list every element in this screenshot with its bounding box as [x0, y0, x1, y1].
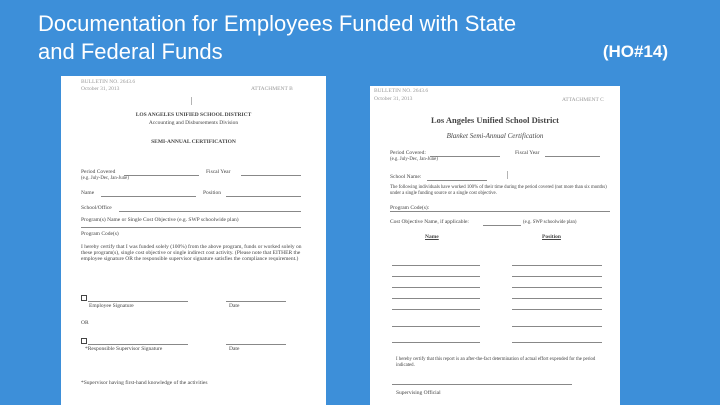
supervising-official-label: Supervising Official: [396, 390, 441, 396]
certification-text: I hereby certify that I was funded solely (100%) from the above program, funds or worked solely on these program(s), single cost objective or single indirect cost activity. (Please note that EITHER the employee signature OR the responsible supervisor signature satisfies the compliance requirement.): [81, 244, 302, 262]
title-line-1: Documentation for Employees Funded with State: [38, 11, 517, 36]
name-label: Name: [81, 190, 95, 196]
name-column-header: Name: [425, 234, 439, 240]
cost-objective-hint: (e.g. SWP schoolwide plan): [523, 220, 577, 225]
position-column-header: Position: [542, 234, 561, 240]
fiscal-year-label: Fiscal Year: [515, 150, 540, 156]
date-label-1: Date: [229, 303, 240, 309]
cursor-mark: |: [507, 170, 509, 179]
period-label: Period Covered: [81, 169, 116, 175]
slide-title: [38, 10, 688, 66]
handout-ref: (HO#14): [602, 42, 668, 61]
footnote: *Supervisor having first-hand knowledge of the activities: [81, 380, 208, 386]
fiscal-year-label: Fiscal Year: [206, 169, 231, 175]
position-label: Position: [203, 190, 222, 196]
employee-checkbox[interactable]: [81, 295, 87, 301]
date-label-2: Date: [229, 346, 240, 352]
form-heading: SEMI-ANNUAL CERTIFICATION: [151, 139, 236, 145]
school-label: School Name:: [390, 174, 422, 180]
school-label: School/Office: [81, 205, 112, 211]
program-label: Program(s) Name or Single Cost Objective (e.g. SWP schoolwide plan): [81, 217, 239, 223]
form-heading: Blanket Semi-Annual Certification: [446, 132, 544, 140]
attachment-label: ATTACHMENT C: [562, 97, 604, 103]
period-hint: (e.g. July-Dec, Jan-June): [390, 157, 438, 162]
employee-signature-label: Employee Signature: [89, 303, 134, 309]
bulletin-date: October 31, 2013: [81, 86, 120, 92]
program-code-label: Program Code(s):: [390, 205, 430, 211]
attachment-b-document: [61, 76, 326, 405]
period-label: Period Covered:: [390, 150, 426, 156]
attachment-c-document: [370, 86, 620, 405]
attachment-label: ATTACHMENT B: [251, 86, 293, 92]
period-hint: (e.g. July-Dec, Jan-June): [81, 176, 129, 181]
bulletin-number: BULLETIN NO. 2643.6: [81, 79, 136, 85]
title-line-2: and Federal Funds: [38, 39, 223, 64]
statement-text: The following individuals have worked 100% of their time during the period covered (not more than six months) under a single funding source or a single cost objective.: [390, 185, 607, 196]
bulletin-number: BULLETIN NO. 2643.6: [374, 88, 429, 94]
supervisor-checkbox[interactable]: [81, 338, 87, 344]
supervisor-signature-label: *Responsible Supervisor Signature: [85, 346, 163, 352]
or-label: OR: [81, 320, 89, 326]
division-name: Accounting and Disbursements Division: [148, 120, 239, 126]
program-code-label: Program Code(s): [81, 231, 119, 237]
certification-text: I hereby certify that this report is an after-the-fact determination of actual effort expended for the period indicated.: [396, 357, 596, 368]
district-name: Los Angeles Unified School District: [431, 115, 559, 125]
cursor-mark: |: [191, 96, 193, 105]
cost-objective-label: Cost Objective Name, if applicable:: [390, 219, 469, 225]
bulletin-date: October 31, 2013: [374, 96, 413, 102]
district-name: LOS ANGELES UNIFIED SCHOOL DISTRICT: [135, 112, 252, 118]
